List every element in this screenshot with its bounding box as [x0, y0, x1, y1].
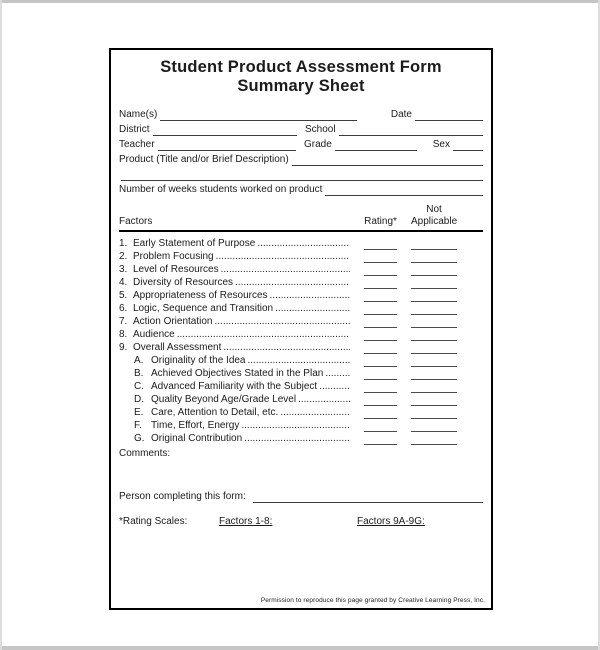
title-line-2: Summary Sheet [237, 77, 365, 95]
not-applicable-blank [411, 396, 457, 406]
sex-blank-line [453, 140, 483, 151]
leader-dots [216, 251, 350, 263]
rating-blank [364, 253, 397, 263]
leader-dots [221, 264, 350, 276]
leader-dots [270, 290, 350, 302]
rating-blank [364, 344, 397, 354]
teacher-grade-sex-row [119, 136, 483, 151]
leader-dots [244, 433, 350, 445]
product-row [119, 151, 483, 166]
leader-dots [325, 368, 350, 380]
form-box [109, 48, 493, 610]
not-applicable-column-header [411, 204, 457, 228]
page-edge-top [0, 0, 600, 3]
table-row [119, 289, 483, 302]
table-row [119, 432, 483, 445]
table-row [119, 302, 483, 315]
rating-blank [364, 409, 397, 419]
scale-1-8-header: Factors 1-8: [219, 516, 273, 527]
row-number: E. [134, 407, 144, 418]
row-label: Overall Assessment [133, 342, 222, 353]
rating-blank [364, 240, 397, 250]
district-label: District [119, 124, 150, 135]
row-label: Time, Effort, Energy [151, 420, 240, 431]
district-school-row [119, 121, 483, 136]
sex-label: Sex [432, 139, 450, 150]
district-blank-line [153, 125, 297, 136]
table-row [119, 354, 483, 367]
leader-dots [257, 238, 350, 250]
rating-blank [364, 370, 397, 380]
weeks-blank-line [325, 185, 483, 196]
person-blank-line [253, 492, 483, 503]
not-applicable-blank [411, 279, 457, 289]
row-number: 4. [119, 277, 128, 288]
header-fields [119, 106, 483, 196]
row-number: 2. [119, 251, 128, 262]
not-applicable-blank [411, 422, 457, 432]
rating-column-header: Rating* [364, 216, 397, 227]
not-applicable-header-line-2: Applicable [411, 216, 458, 227]
row-number: 5. [119, 290, 128, 301]
not-applicable-blank [411, 383, 457, 393]
copyright-note: Permission to reproduce this page granted by Creative Learning Press, Inc. [260, 597, 485, 604]
row-number: B. [134, 368, 144, 379]
row-label: Early Statement of Purpose [133, 238, 256, 249]
names-date-row [119, 106, 483, 121]
rating-blank [364, 331, 397, 341]
not-applicable-blank [411, 344, 457, 354]
table-row [119, 276, 483, 289]
rating-blank [364, 357, 397, 367]
table-row [119, 341, 483, 354]
page-edge-left [0, 0, 2, 650]
row-number: C. [134, 381, 144, 392]
teacher-label: Teacher [119, 139, 155, 150]
rating-blank [364, 279, 397, 289]
table-row [119, 419, 483, 432]
rating-blank [364, 266, 397, 276]
row-label: Diversity of Resources [133, 277, 234, 288]
leader-dots [248, 355, 351, 367]
row-number: 7. [119, 316, 128, 327]
row-number: 9. [119, 342, 128, 353]
row-number: A. [134, 355, 144, 366]
row-number: 6. [119, 303, 128, 314]
page-edge-bottom [0, 646, 600, 650]
title-line-1: Student Product Assessment Form [160, 58, 442, 76]
school-label: School [305, 124, 336, 135]
not-applicable-blank [411, 240, 457, 250]
scale-factors-9a-9g [357, 515, 483, 528]
row-label: Quality Beyond Age/Grade Level [151, 394, 297, 405]
rating-blank [364, 292, 397, 302]
rating-blank [364, 305, 397, 315]
row-number: 1. [119, 238, 128, 249]
table-row [119, 315, 483, 328]
not-applicable-blank [411, 318, 457, 328]
row-label: Achieved Objectives Stated in the Plan [151, 368, 324, 379]
leader-dots [319, 381, 350, 393]
leader-dots [298, 394, 350, 406]
product-continuation-blank-line [121, 170, 483, 181]
grade-blank-line [335, 140, 417, 151]
not-applicable-blank [411, 409, 457, 419]
table-row [119, 367, 483, 380]
leader-dots [241, 420, 350, 432]
leader-dots [177, 329, 350, 341]
row-label: Advanced Familiarity with the Subject [151, 381, 318, 392]
not-applicable-blank [411, 435, 457, 445]
not-applicable-blank [411, 370, 457, 380]
product-continuation-row [119, 166, 483, 181]
leader-dots [280, 407, 350, 419]
factors-table [119, 237, 483, 445]
weeks-label: Number of weeks students worked on product [119, 184, 323, 195]
leader-dots [235, 277, 350, 289]
row-number: 3. [119, 264, 128, 275]
rating-blank [364, 396, 397, 406]
leader-dots [275, 303, 350, 315]
factors-column-header: Factors [119, 216, 153, 227]
teacher-blank-line [158, 140, 296, 151]
header-rule [119, 230, 483, 232]
rating-blank [364, 383, 397, 393]
table-row [119, 393, 483, 406]
product-blank-line [292, 155, 483, 166]
form-title [119, 58, 483, 96]
row-label: Action Orientation [133, 316, 213, 327]
row-number: F. [134, 420, 142, 431]
date-blank-line [415, 110, 483, 121]
row-label: Audience [133, 329, 175, 340]
row-number: D. [134, 394, 144, 405]
scale-9a-9g-header: Factors 9A-9G: [357, 516, 425, 527]
rating-blank [364, 422, 397, 432]
table-row [119, 250, 483, 263]
names-label: Name(s) [119, 109, 158, 120]
rating-scales-note: *Rating Scales: [119, 516, 188, 527]
scale-factors-1-8 [219, 515, 357, 528]
leader-dots [215, 316, 351, 328]
person-row [119, 488, 483, 503]
not-applicable-blank [411, 253, 457, 263]
row-label: Original Contribution [151, 433, 243, 444]
names-blank-line [160, 110, 357, 121]
factors-table-header [119, 204, 483, 228]
row-label: Problem Focusing [133, 251, 214, 262]
row-label: Originality of the Idea [151, 355, 246, 366]
table-row [119, 237, 483, 250]
not-applicable-header-line-1: Not [426, 204, 442, 215]
leader-dots [223, 342, 350, 354]
table-row [119, 380, 483, 393]
row-label: Appropriateness of Resources [133, 290, 268, 301]
comments-space [119, 460, 483, 488]
not-applicable-blank [411, 292, 457, 302]
rating-blank [364, 318, 397, 328]
row-label: Logic, Sequence and Transition [133, 303, 274, 314]
comments-label: Comments: [119, 448, 171, 459]
person-label: Person completing this form: [119, 491, 246, 502]
not-applicable-blank [411, 266, 457, 276]
table-row [119, 406, 483, 419]
weeks-row [119, 181, 483, 196]
rating-blank [364, 435, 397, 445]
row-label: Level of Resources [133, 264, 219, 275]
grade-label: Grade [303, 139, 332, 150]
table-row [119, 328, 483, 341]
not-applicable-blank [411, 305, 457, 315]
rating-scales [119, 515, 483, 528]
product-label: Product (Title and/or Brief Description) [119, 154, 289, 165]
school-blank-line [339, 125, 483, 136]
table-row [119, 263, 483, 276]
not-applicable-blank [411, 357, 457, 367]
row-number: 8. [119, 329, 128, 340]
date-label: Date [390, 109, 412, 120]
row-number: G. [134, 433, 145, 444]
row-label: Care, Attention to Detail, etc. [151, 407, 279, 418]
not-applicable-blank [411, 331, 457, 341]
